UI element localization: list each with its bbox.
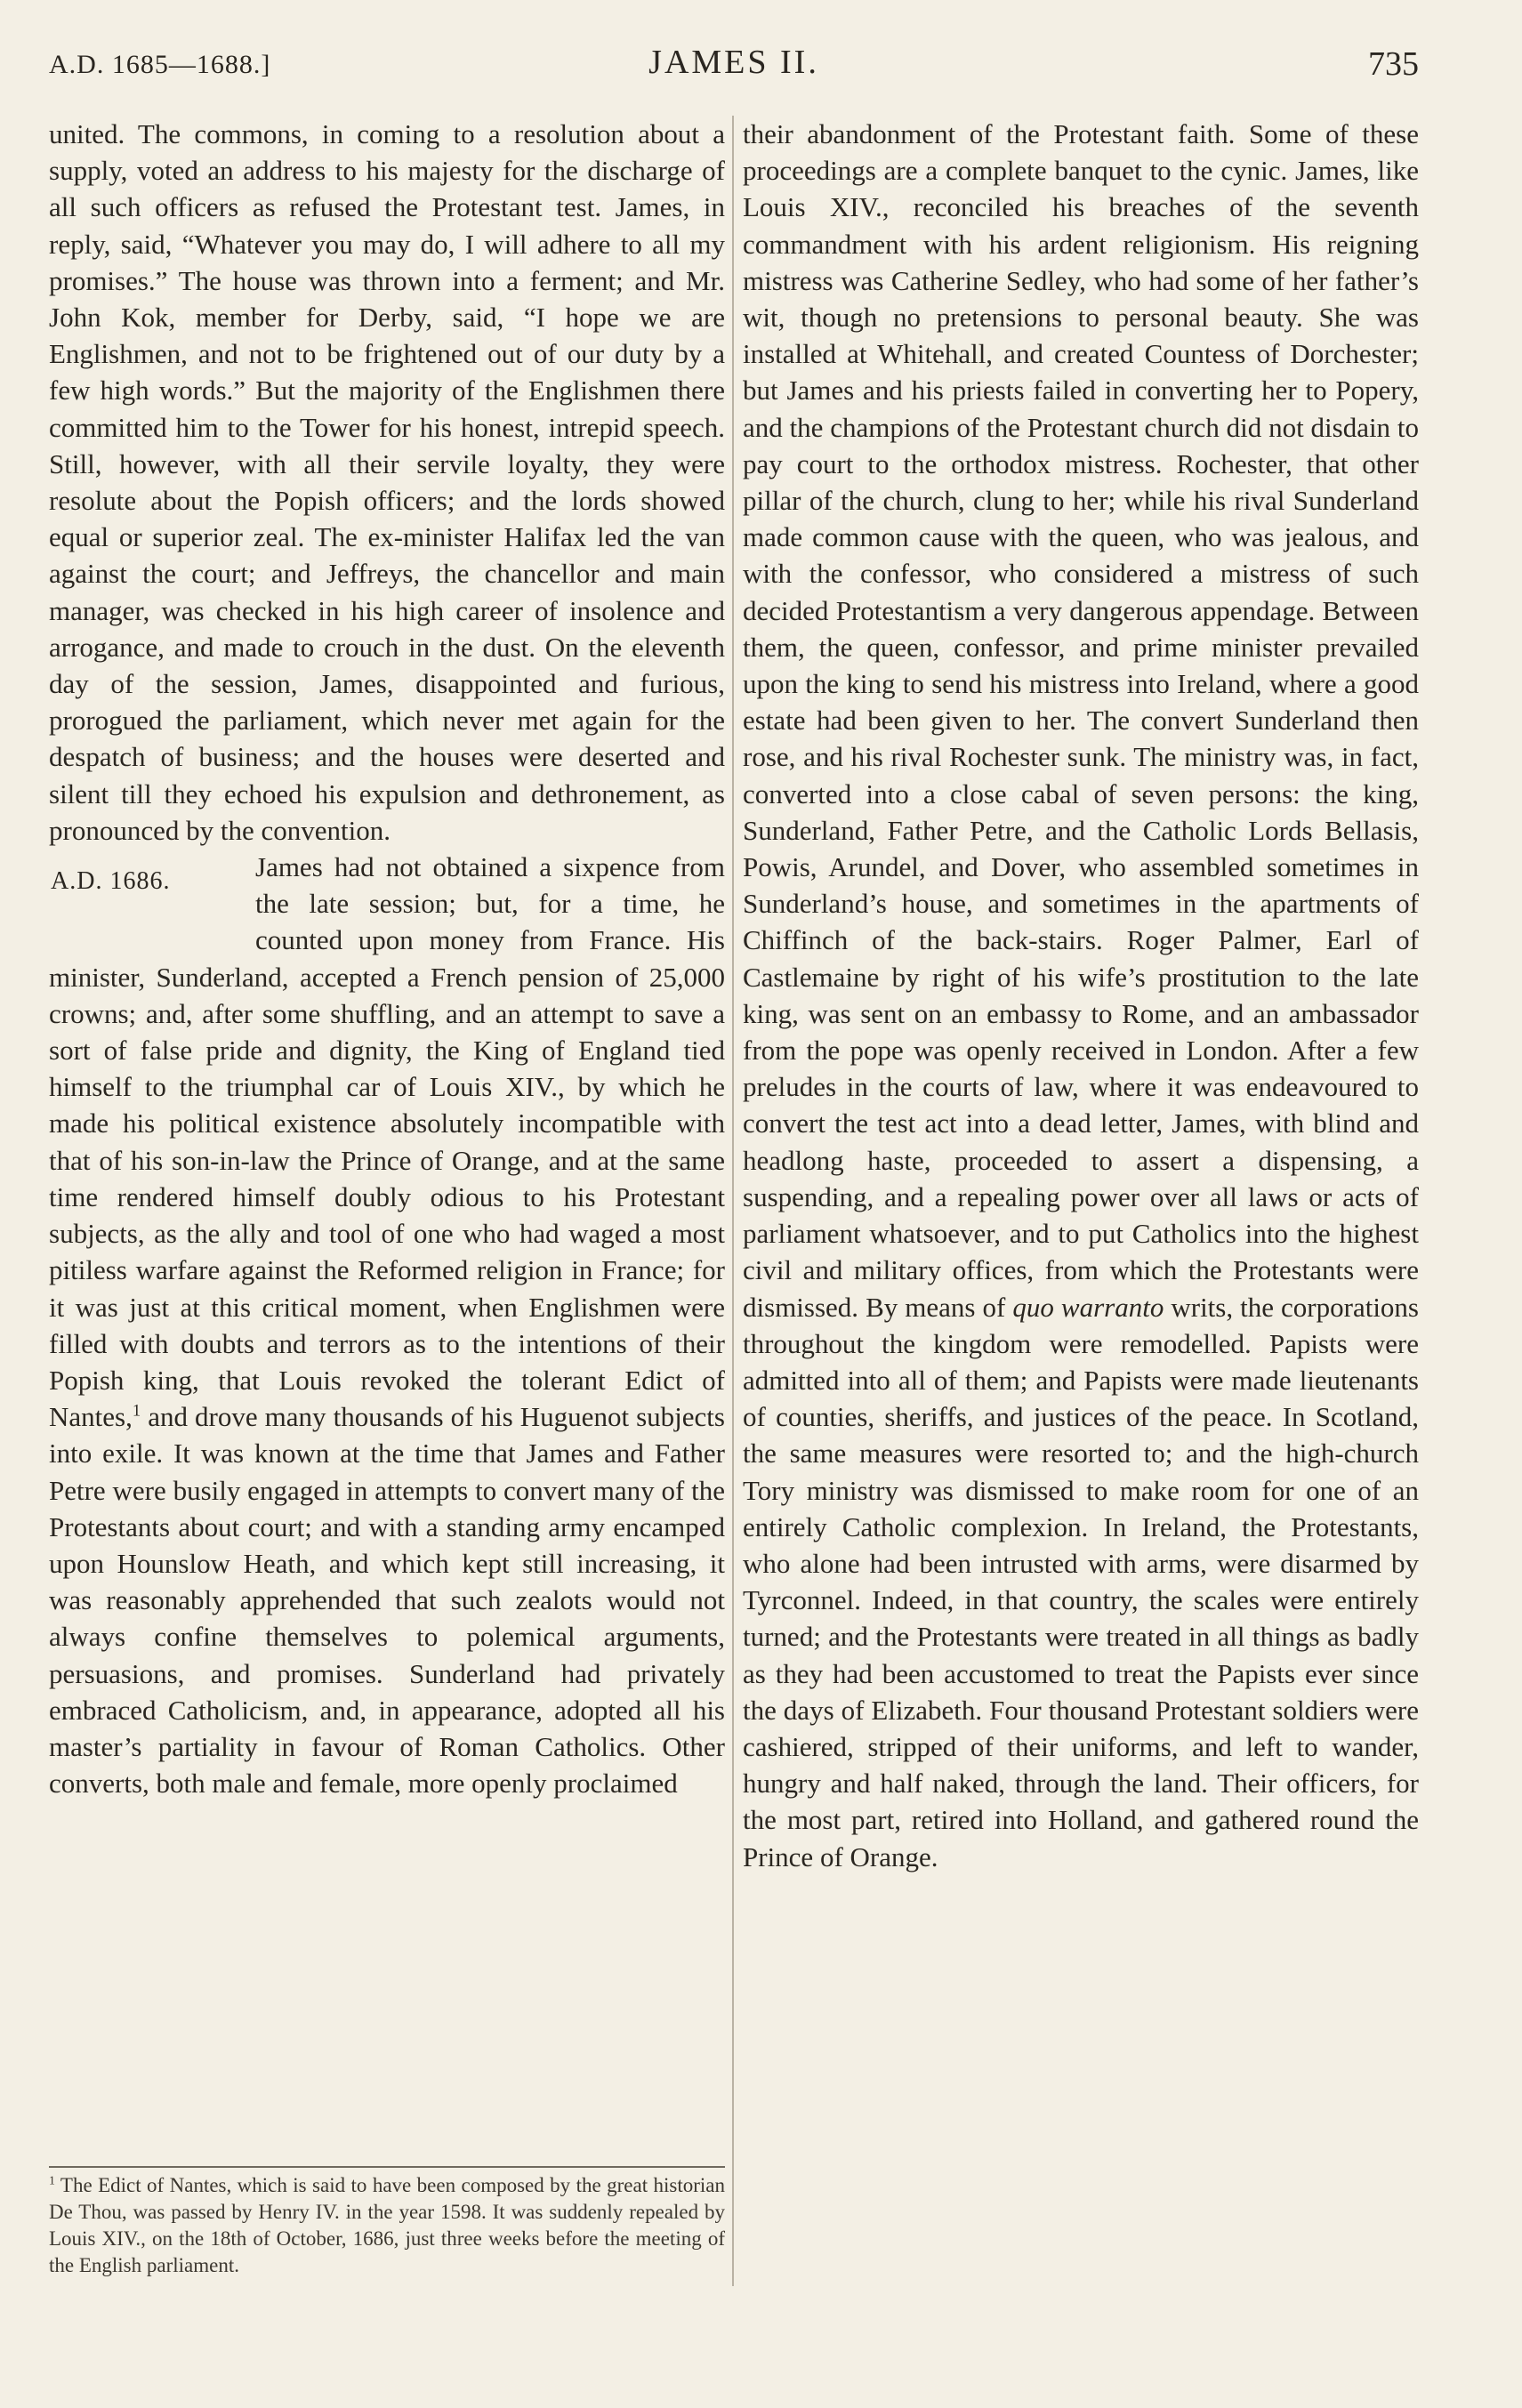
italic-term: quo warranto <box>1012 1291 1164 1323</box>
column-divider <box>732 116 734 2286</box>
footnote-reference[interactable]: 1 <box>132 1401 141 1421</box>
left-column <box>49 116 725 1801</box>
margin-date-note: A.D. 1686. <box>51 867 171 896</box>
header-title: JAMES II. <box>648 44 819 81</box>
footnote <box>49 2172 725 2279</box>
right-column <box>743 116 1419 1875</box>
page-number: 735 <box>1368 45 1419 83</box>
paragraph: their abandonment of the Protestant faith. Some of these proceedings are a complete banquet to the cynic. James, like Louis XIV., reconciled his breaches of the seventh commandment with his ardent religionism. His reigning mistress was Catherine Sedley, who had some of her father’s wit, though no pretensions to personal beauty. She was installed at Whitehall, and created Countess of Dorchester; but James and his priests failed in converting her to Popery, and the champions of the Protestant church did not disdain to pay court to the orthodox mistress. Rochester, that other pillar of the church, clung to her; while his rival Sunderland made common cause with the queen, who was jealous, and with the confessor, who considered a mistress of such decided Protestantism a very dangerous appendage. Between them, the queen, confessor, and prime minister prevailed upon the king to send his mistress into Ireland, where a good estate had been given to her. The convert Sunderland then rose, and his rival Rochester sunk. The ministry was, in fact, converted into a close cabal of seven persons: the king, Sunderland, Father Petre, and the Catholic Lords Bellasis, Powis, Arundel, and Dover, who assembled sometimes in Sunderland’s house, and sometimes in the apartments of Chiffinch of the back-stairs. Roger Palmer, Earl of Castlemaine by right of his wife’s prostitution to the late king, was sent on an embassy to Rome, and an ambassador from the pope was openly received in London. After a few preludes in the courts of law, where it was endeavoured to convert the test act into a dead letter, James, with blind and headlong haste, proceeded to assert a dispensing, a suspending, and a repealing power over all laws or acts of parliament whatsoever, and to put Catholics into the highest civil and military offices, from which the Protestants were dismissed. By means of quo warranto writs, the corporations throughout the kingdom were remodelled. Papists were admitted into all of them; and Papists were made lieutenants of counties, sheriffs, and justices of the peace. In Scotland, the same measures were resorted to; and the high-church Tory ministry was dismissed to make room for one of an entirely Catholic complexion. In Ireland, the Protestants, who alone had been intrusted with arms, were disarmed by Tyrconnel. Indeed, in that country, the scales were entirely turned; and the Protestants were treated in all things as badly as they had been accustomed to treat the Papists ever since the days of Elizabeth. Four thousand Protestant soldiers were cashiered, stripped of their uniforms, and left to wander, hungry and half naked, through the land. Their officers, for the most part, retired into Holland, and gathered round the Prince of Orange. <box>743 118 1419 1872</box>
header-date-range: A.D. 1685—1688.] <box>49 50 271 79</box>
footnote-mark: 1 <box>49 2173 55 2187</box>
paragraph: united. The commons, in coming to a resolution about a supply, voted an address to his majesty for the discharge of all such officers as refused the Protestant test. James, in reply, said, “Whatever you may do, I will adhere to all my promises.” The house was thrown into a ferment; and Mr. John Kok, member for Derby, said, “I hope we are Englishmen, and not to be frightened out of our duty by a few high words.” But the majority of the Englishmen there committed him to the Tower for his honest, intrepid speech. Still, however, with all their servile loyalty, they were resolute about the Popish officers; and the lords showed equal or superior zeal. The ex-minister Halifax led the van against the court; and Jeffreys, the chancellor and main manager, was checked in his high career of insolence and arrogance, and made to crouch in the dust. On the eleventh day of the session, James, disappointed and furious, prorogued the parliament, which never met again for the despatch of business; and the houses were deserted and silent till they echoed his expulsion and dethronement, as pronounced by the convention. <box>49 118 725 846</box>
footnote-rule <box>49 2166 725 2168</box>
running-header <box>49 43 1419 87</box>
paragraph: James had not obtained a sixpence from the late session; but, for a time, he counted upon money from France. His minister, Sunderland, accepted a French pension of 25,000 crowns; and, after some shuffling, and an attempt to save a sort of false pride and dignity, the King of England tied himself to the triumphal car of Louis XIV., by which he made his political existence absolutely incompatible with that of his son-in-law the Prince of Orange, and at the same time rendered himself doubly odious to his Protestant subjects, as the ally and tool of one who had waged a most pitiless warfare against the Reformed religion in France; for it was just at this critical moment, when Englishmen were filled with doubts and terrors as to the intentions of their Popish king, that Louis revoked the tolerant Edict of Nantes,$^1$ and drove many thousands of his Huguenot subjects into exile. It was known at the time that James and Father Petre were busily engaged in attempts to convert many of the Protestants about court; and with a standing army encamped upon Hounslow Heath, and which kept still increasing, it was reasonably apprehended that such zealots would not always confine themselves to polemical arguments, persuasions, and promises. Sunderland had privately embraced Catholicism, and, in appearance, adopted all his master’s partiality in favour of Roman Catholics. Other converts, both male and female, more openly proclaimed <box>49 851 725 1800</box>
footnote-text: The Edict of Nantes, which is said to have been composed by the great historian De Thou, was passed by Henry IV. in the year 1598. It was suddenly repealed by Louis XIV., on the 18th of October, 1686, just three weeks before the meeting of the English parliament. <box>49 2174 725 2276</box>
